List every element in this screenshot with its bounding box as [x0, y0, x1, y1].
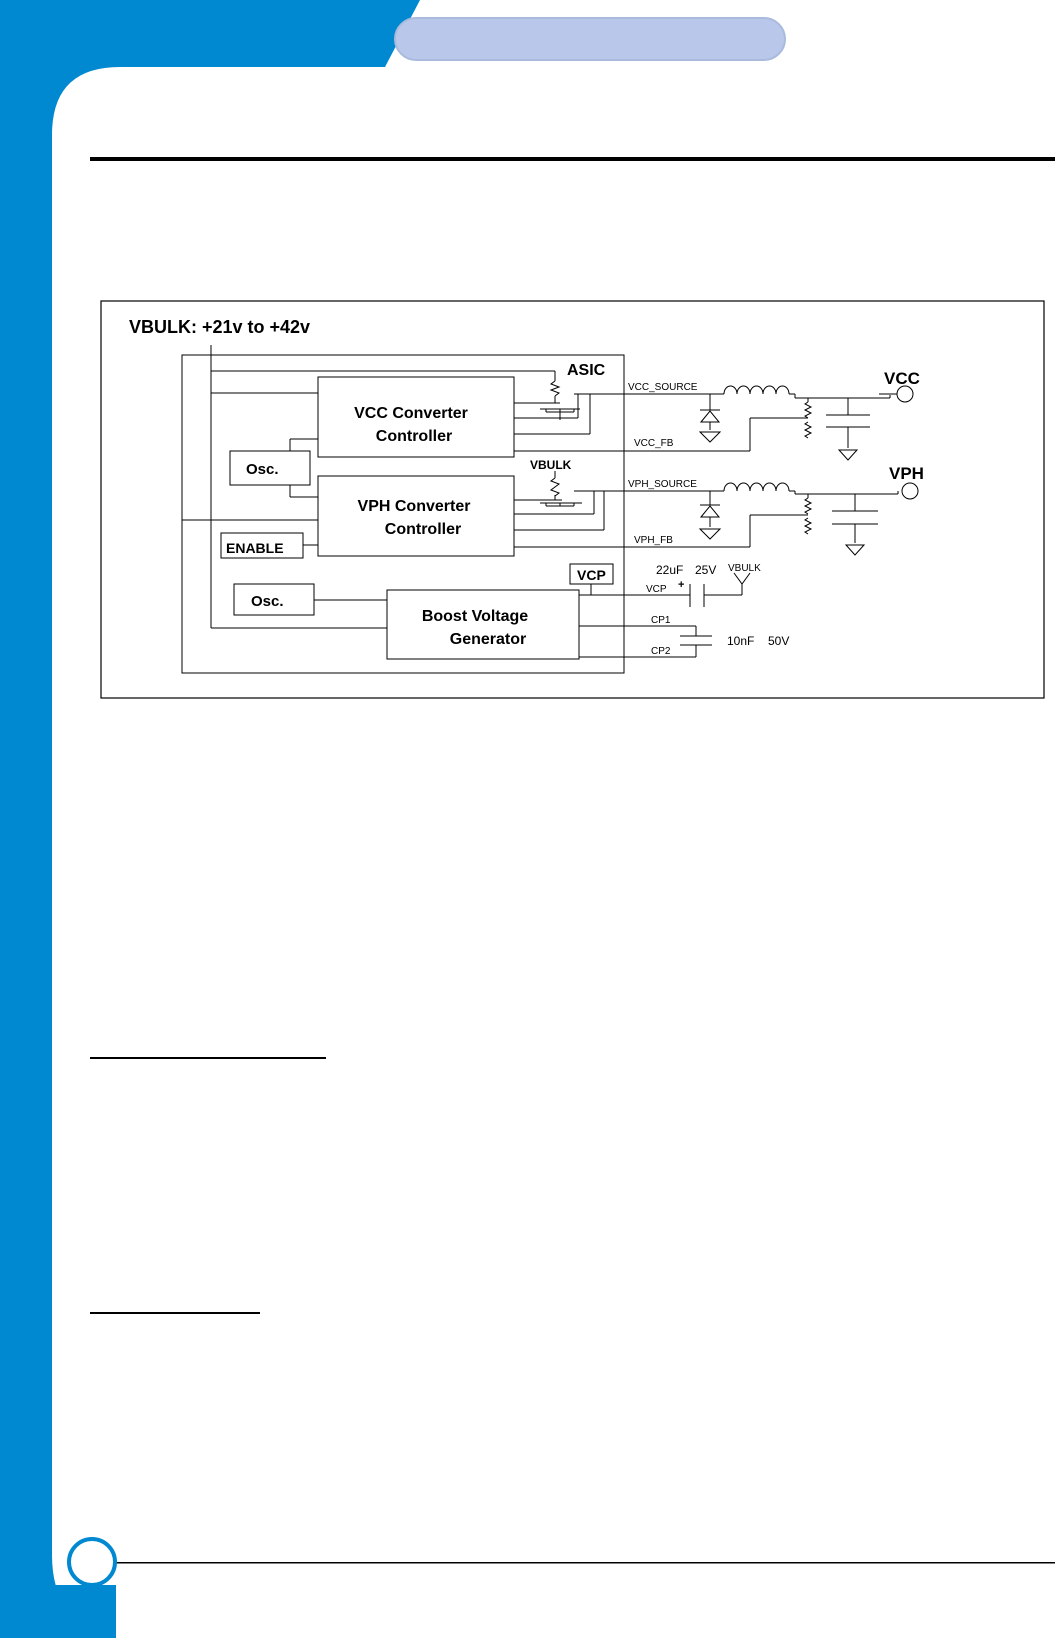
- vcp-box-label: VCP: [577, 567, 606, 583]
- enable-label: ENABLE: [226, 540, 284, 556]
- header-tab: [395, 18, 785, 60]
- header-rule: [90, 157, 1055, 161]
- page-number-circle: [69, 1539, 115, 1585]
- footer-rule: [110, 1562, 1055, 1564]
- vph-controller-box: [318, 476, 514, 556]
- cap-22uf-label: 22uF: [656, 563, 684, 577]
- vbulk-inner-label: VBULK: [530, 458, 572, 472]
- cp2-label: CP2: [651, 646, 671, 657]
- vbulk-right-label: VBULK: [728, 563, 761, 574]
- vph-controller-label-2: Controller: [384, 521, 462, 538]
- cp1-label: CP1: [651, 615, 671, 626]
- vph-controller-label-1: VPH Converter: [357, 498, 471, 515]
- vcc-source-label: VCC_SOURCE: [628, 382, 698, 393]
- vph-fb-label: VPH_FB: [634, 535, 673, 546]
- vcp-net-label: VCP: [646, 584, 667, 595]
- plus-sign: +: [678, 579, 685, 591]
- cap-10nf-label: 10nF: [727, 634, 755, 648]
- left-brand-band: [0, 0, 420, 1638]
- vcc-controller-label-2: Controller: [375, 428, 453, 445]
- diagram-frame: [101, 301, 1044, 698]
- vcc-output-label: VCC: [884, 369, 920, 388]
- vcc-controller-label-1: VCC Converter: [354, 405, 468, 422]
- vcc-fb-label: VCC_FB: [634, 438, 674, 449]
- cap-25v-label: 25V: [695, 563, 717, 577]
- section-heading-underline-1: [90, 1057, 326, 1059]
- osc-top-label: Osc.: [246, 461, 279, 478]
- footer-blue-tab: [52, 1585, 116, 1638]
- boost-label-1: Boost Voltage: [421, 608, 529, 625]
- vph-output-label: VPH: [889, 464, 924, 483]
- section-heading-underline-2: [90, 1312, 260, 1314]
- vph-source-label: VPH_SOURCE: [628, 479, 697, 490]
- osc-bottom-label: Osc.: [251, 593, 284, 610]
- asic-label: ASIC: [567, 362, 606, 379]
- cap-50v-label: 50V: [768, 634, 790, 648]
- boost-label-2: Generator: [449, 631, 527, 648]
- diagram-title: VBULK: +21v to +42v: [129, 317, 311, 337]
- power-supply-block-diagram: [101, 301, 1044, 698]
